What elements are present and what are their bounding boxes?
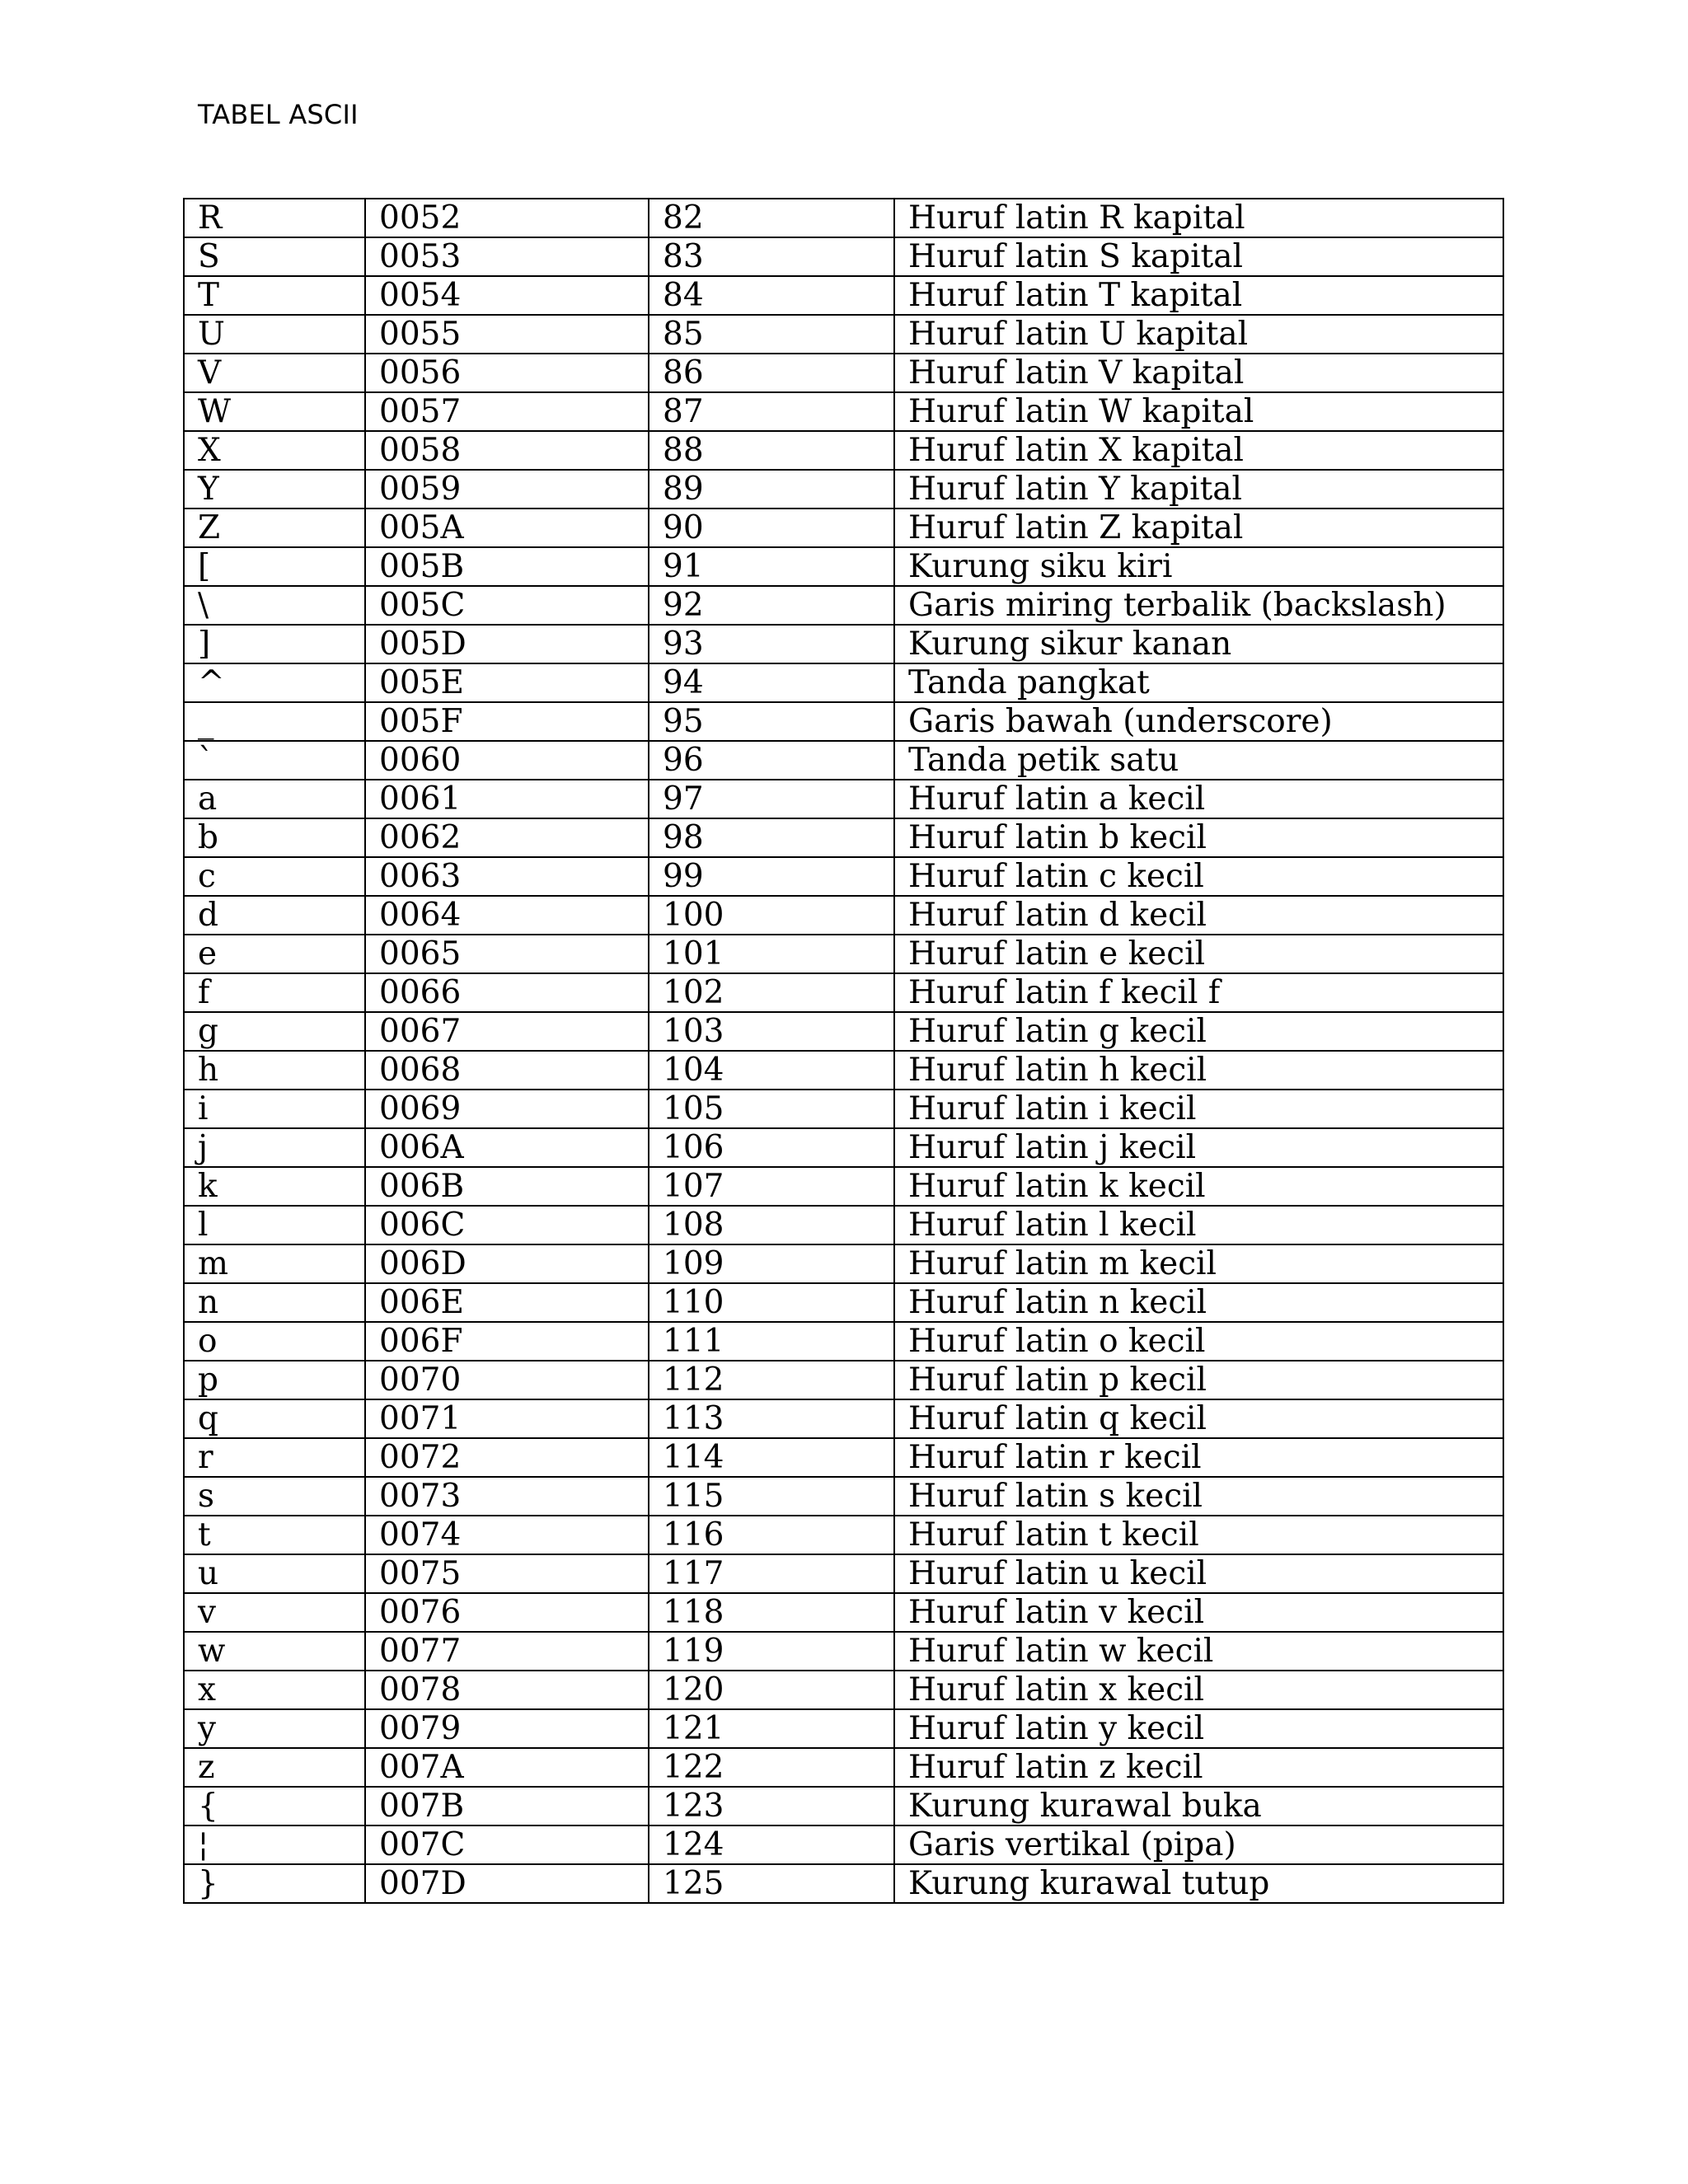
cell-description: Kurung sikur kanan — [894, 625, 1503, 663]
cell-decimal-code: 88 — [649, 431, 894, 470]
cell-hex-code: 0061 — [365, 780, 649, 818]
cell-character: k — [184, 1167, 365, 1206]
cell-description: Huruf latin r kecil — [894, 1438, 1503, 1477]
table-row — [184, 1244, 1503, 1283]
cell-decimal-code: 96 — [649, 741, 894, 780]
table-row — [184, 1787, 1503, 1825]
cell-description: Huruf latin z kecil — [894, 1748, 1503, 1787]
cell-description: Tanda pangkat — [894, 663, 1503, 702]
table-row — [184, 1477, 1503, 1516]
cell-decimal-code: 91 — [649, 547, 894, 586]
cell-hex-code: 007D — [365, 1864, 649, 1903]
table-row — [184, 1206, 1503, 1244]
cell-hex-code: 005D — [365, 625, 649, 663]
cell-character: u — [184, 1554, 365, 1593]
cell-hex-code: 0076 — [365, 1593, 649, 1632]
cell-description: Huruf latin k kecil — [894, 1167, 1503, 1206]
cell-description: Huruf latin i kecil — [894, 1090, 1503, 1128]
cell-decimal-code: 114 — [649, 1438, 894, 1477]
cell-hex-code: 0068 — [365, 1051, 649, 1090]
cell-description: Huruf latin U kapital — [894, 315, 1503, 354]
cell-character: r — [184, 1438, 365, 1477]
cell-character: X — [184, 431, 365, 470]
cell-hex-code: 007B — [365, 1787, 649, 1825]
table-row — [184, 1554, 1503, 1593]
cell-character: { — [184, 1787, 365, 1825]
cell-character: o — [184, 1322, 365, 1361]
cell-hex-code: 0075 — [365, 1554, 649, 1593]
table-row — [184, 1012, 1503, 1051]
cell-description: Huruf latin V kapital — [894, 354, 1503, 392]
cell-hex-code: 006C — [365, 1206, 649, 1244]
table-row — [184, 392, 1503, 431]
table-row — [184, 1438, 1503, 1477]
cell-character: U — [184, 315, 365, 354]
cell-hex-code: 0057 — [365, 392, 649, 431]
cell-character: Z — [184, 509, 365, 547]
cell-character: m — [184, 1244, 365, 1283]
table-row — [184, 315, 1503, 354]
table-row — [184, 1283, 1503, 1322]
cell-hex-code: 0078 — [365, 1671, 649, 1709]
cell-hex-code: 0053 — [365, 237, 649, 276]
cell-character: n — [184, 1283, 365, 1322]
cell-description: Huruf latin u kecil — [894, 1554, 1503, 1593]
cell-character: x — [184, 1671, 365, 1709]
cell-character: _ — [184, 702, 365, 741]
cell-description: Kurung kurawal tutup — [894, 1864, 1503, 1903]
cell-decimal-code: 106 — [649, 1128, 894, 1167]
cell-decimal-code: 120 — [649, 1671, 894, 1709]
cell-character: f — [184, 973, 365, 1012]
table-row — [184, 237, 1503, 276]
table-row — [184, 1399, 1503, 1438]
table-row — [184, 973, 1503, 1012]
cell-decimal-code: 122 — [649, 1748, 894, 1787]
cell-hex-code: 006B — [365, 1167, 649, 1206]
cell-description: Huruf latin e kecil — [894, 935, 1503, 973]
table-row — [184, 741, 1503, 780]
cell-decimal-code: 119 — [649, 1632, 894, 1671]
cell-decimal-code: 105 — [649, 1090, 894, 1128]
cell-decimal-code: 109 — [649, 1244, 894, 1283]
cell-character: y — [184, 1709, 365, 1748]
cell-description: Garis miring terbalik (backslash) — [894, 586, 1503, 625]
table-row — [184, 1361, 1503, 1399]
table-row — [184, 586, 1503, 625]
cell-description: Huruf latin b kecil — [894, 818, 1503, 857]
table-row — [184, 1051, 1503, 1090]
cell-decimal-code: 83 — [649, 237, 894, 276]
cell-hex-code: 0070 — [365, 1361, 649, 1399]
cell-decimal-code: 85 — [649, 315, 894, 354]
cell-decimal-code: 107 — [649, 1167, 894, 1206]
table-row — [184, 1825, 1503, 1864]
cell-character: ¦ — [184, 1825, 365, 1864]
cell-decimal-code: 90 — [649, 509, 894, 547]
cell-description: Huruf latin X kapital — [894, 431, 1503, 470]
cell-hex-code: 005C — [365, 586, 649, 625]
cell-decimal-code: 124 — [649, 1825, 894, 1864]
cell-decimal-code: 123 — [649, 1787, 894, 1825]
cell-character: } — [184, 1864, 365, 1903]
cell-character: e — [184, 935, 365, 973]
table-row — [184, 1128, 1503, 1167]
cell-hex-code: 0073 — [365, 1477, 649, 1516]
cell-hex-code: 0054 — [365, 276, 649, 315]
cell-hex-code: 0063 — [365, 857, 649, 896]
cell-decimal-code: 118 — [649, 1593, 894, 1632]
cell-decimal-code: 93 — [649, 625, 894, 663]
table-row — [184, 1516, 1503, 1554]
cell-decimal-code: 116 — [649, 1516, 894, 1554]
cell-character: b — [184, 818, 365, 857]
cell-decimal-code: 110 — [649, 1283, 894, 1322]
cell-description: Huruf latin W kapital — [894, 392, 1503, 431]
cell-decimal-code: 104 — [649, 1051, 894, 1090]
cell-hex-code: 0077 — [365, 1632, 649, 1671]
cell-description: Huruf latin g kecil — [894, 1012, 1503, 1051]
cell-description: Huruf latin y kecil — [894, 1709, 1503, 1748]
cell-hex-code: 006F — [365, 1322, 649, 1361]
cell-hex-code: 0056 — [365, 354, 649, 392]
cell-decimal-code: 113 — [649, 1399, 894, 1438]
cell-hex-code: 0065 — [365, 935, 649, 973]
table-row — [184, 354, 1503, 392]
cell-hex-code: 0059 — [365, 470, 649, 509]
cell-character: a — [184, 780, 365, 818]
cell-character: i — [184, 1090, 365, 1128]
cell-description: Huruf latin m kecil — [894, 1244, 1503, 1283]
cell-hex-code: 0079 — [365, 1709, 649, 1748]
cell-description: Huruf latin Y kapital — [894, 470, 1503, 509]
table-row — [184, 1632, 1503, 1671]
cell-character: Y — [184, 470, 365, 509]
cell-description: Huruf latin w kecil — [894, 1632, 1503, 1671]
cell-hex-code: 0064 — [365, 896, 649, 935]
cell-hex-code: 007C — [365, 1825, 649, 1864]
cell-decimal-code: 86 — [649, 354, 894, 392]
table-row — [184, 896, 1503, 935]
cell-decimal-code: 115 — [649, 1477, 894, 1516]
table-row — [184, 470, 1503, 509]
table-row — [184, 1709, 1503, 1748]
cell-decimal-code: 117 — [649, 1554, 894, 1593]
cell-description: Huruf latin t kecil — [894, 1516, 1503, 1554]
cell-description: Garis bawah (underscore) — [894, 702, 1503, 741]
cell-description: Huruf latin x kecil — [894, 1671, 1503, 1709]
table-row — [184, 431, 1503, 470]
cell-description: Huruf latin T kapital — [894, 276, 1503, 315]
cell-character: W — [184, 392, 365, 431]
table-row — [184, 1864, 1503, 1903]
cell-description: Huruf latin a kecil — [894, 780, 1503, 818]
cell-hex-code: 006D — [365, 1244, 649, 1283]
cell-character: \ — [184, 586, 365, 625]
cell-decimal-code: 82 — [649, 199, 894, 237]
cell-character: ] — [184, 625, 365, 663]
cell-description: Huruf latin v kecil — [894, 1593, 1503, 1632]
cell-decimal-code: 100 — [649, 896, 894, 935]
cell-description: Huruf latin Z kapital — [894, 509, 1503, 547]
cell-decimal-code: 95 — [649, 702, 894, 741]
cell-decimal-code: 125 — [649, 1864, 894, 1903]
table-row — [184, 857, 1503, 896]
cell-hex-code: 0055 — [365, 315, 649, 354]
cell-hex-code: 0074 — [365, 1516, 649, 1554]
cell-description: Huruf latin c kecil — [894, 857, 1503, 896]
cell-hex-code: 006E — [365, 1283, 649, 1322]
cell-hex-code: 0066 — [365, 973, 649, 1012]
cell-description: Huruf latin j kecil — [894, 1128, 1503, 1167]
cell-description: Kurung kurawal buka — [894, 1787, 1503, 1825]
cell-decimal-code: 97 — [649, 780, 894, 818]
table-row — [184, 1671, 1503, 1709]
cell-character: j — [184, 1128, 365, 1167]
cell-hex-code: 0071 — [365, 1399, 649, 1438]
table-row — [184, 276, 1503, 315]
table-row — [184, 625, 1503, 663]
cell-character: g — [184, 1012, 365, 1051]
table-row — [184, 1167, 1503, 1206]
cell-character: l — [184, 1206, 365, 1244]
table-row — [184, 702, 1503, 741]
cell-hex-code: 0052 — [365, 199, 649, 237]
cell-decimal-code: 89 — [649, 470, 894, 509]
cell-decimal-code: 108 — [649, 1206, 894, 1244]
cell-hex-code: 005A — [365, 509, 649, 547]
cell-description: Huruf latin q kecil — [894, 1399, 1503, 1438]
cell-hex-code: 005F — [365, 702, 649, 741]
cell-character: ^ — [184, 663, 365, 702]
cell-description: Huruf latin p kecil — [894, 1361, 1503, 1399]
cell-description: Huruf latin f kecil f — [894, 973, 1503, 1012]
cell-description: Huruf latin R kapital — [894, 199, 1503, 237]
cell-description: Huruf latin d kecil — [894, 896, 1503, 935]
cell-description: Huruf latin h kecil — [894, 1051, 1503, 1090]
cell-decimal-code: 99 — [649, 857, 894, 896]
cell-character: w — [184, 1632, 365, 1671]
table-row — [184, 1593, 1503, 1632]
ascii-table — [183, 198, 1504, 1904]
cell-character: q — [184, 1399, 365, 1438]
table-row — [184, 1090, 1503, 1128]
cell-hex-code: 007A — [365, 1748, 649, 1787]
cell-description: Huruf latin n kecil — [894, 1283, 1503, 1322]
table-row — [184, 663, 1503, 702]
cell-hex-code: 0058 — [365, 431, 649, 470]
cell-description: Huruf latin s kecil — [894, 1477, 1503, 1516]
cell-hex-code: 0069 — [365, 1090, 649, 1128]
cell-hex-code: 005B — [365, 547, 649, 586]
cell-decimal-code: 87 — [649, 392, 894, 431]
cell-decimal-code: 94 — [649, 663, 894, 702]
cell-hex-code: 0060 — [365, 741, 649, 780]
cell-character: v — [184, 1593, 365, 1632]
cell-decimal-code: 121 — [649, 1709, 894, 1748]
cell-decimal-code: 84 — [649, 276, 894, 315]
cell-description: Huruf latin S kapital — [894, 237, 1503, 276]
cell-decimal-code: 92 — [649, 586, 894, 625]
cell-decimal-code: 102 — [649, 973, 894, 1012]
table-row — [184, 199, 1503, 237]
cell-hex-code: 006A — [365, 1128, 649, 1167]
cell-character: d — [184, 896, 365, 935]
cell-character: h — [184, 1051, 365, 1090]
cell-character: T — [184, 276, 365, 315]
cell-description: Garis vertikal (pipa) — [894, 1825, 1503, 1864]
cell-character: V — [184, 354, 365, 392]
table-row — [184, 818, 1503, 857]
cell-hex-code: 005E — [365, 663, 649, 702]
table-row — [184, 780, 1503, 818]
cell-hex-code: 0062 — [365, 818, 649, 857]
cell-description: Kurung siku kiri — [894, 547, 1503, 586]
cell-character: R — [184, 199, 365, 237]
table-row — [184, 547, 1503, 586]
cell-character: z — [184, 1748, 365, 1787]
cell-description: Huruf latin o kecil — [894, 1322, 1503, 1361]
cell-character: p — [184, 1361, 365, 1399]
cell-character: s — [184, 1477, 365, 1516]
cell-character: c — [184, 857, 365, 896]
ascii-table-body — [184, 199, 1503, 1903]
cell-character: [ — [184, 547, 365, 586]
table-row — [184, 1748, 1503, 1787]
cell-description: Tanda petik satu — [894, 741, 1503, 780]
cell-decimal-code: 112 — [649, 1361, 894, 1399]
cell-decimal-code: 98 — [649, 818, 894, 857]
cell-decimal-code: 111 — [649, 1322, 894, 1361]
cell-hex-code: 0072 — [365, 1438, 649, 1477]
cell-character: t — [184, 1516, 365, 1554]
table-row — [184, 1322, 1503, 1361]
cell-decimal-code: 103 — [649, 1012, 894, 1051]
page-title: TABEL ASCII — [198, 99, 359, 130]
table-row — [184, 935, 1503, 973]
cell-hex-code: 0067 — [365, 1012, 649, 1051]
table-row — [184, 509, 1503, 547]
cell-description: Huruf latin l kecil — [894, 1206, 1503, 1244]
cell-character: S — [184, 237, 365, 276]
cell-character: ` — [184, 741, 365, 780]
cell-decimal-code: 101 — [649, 935, 894, 973]
